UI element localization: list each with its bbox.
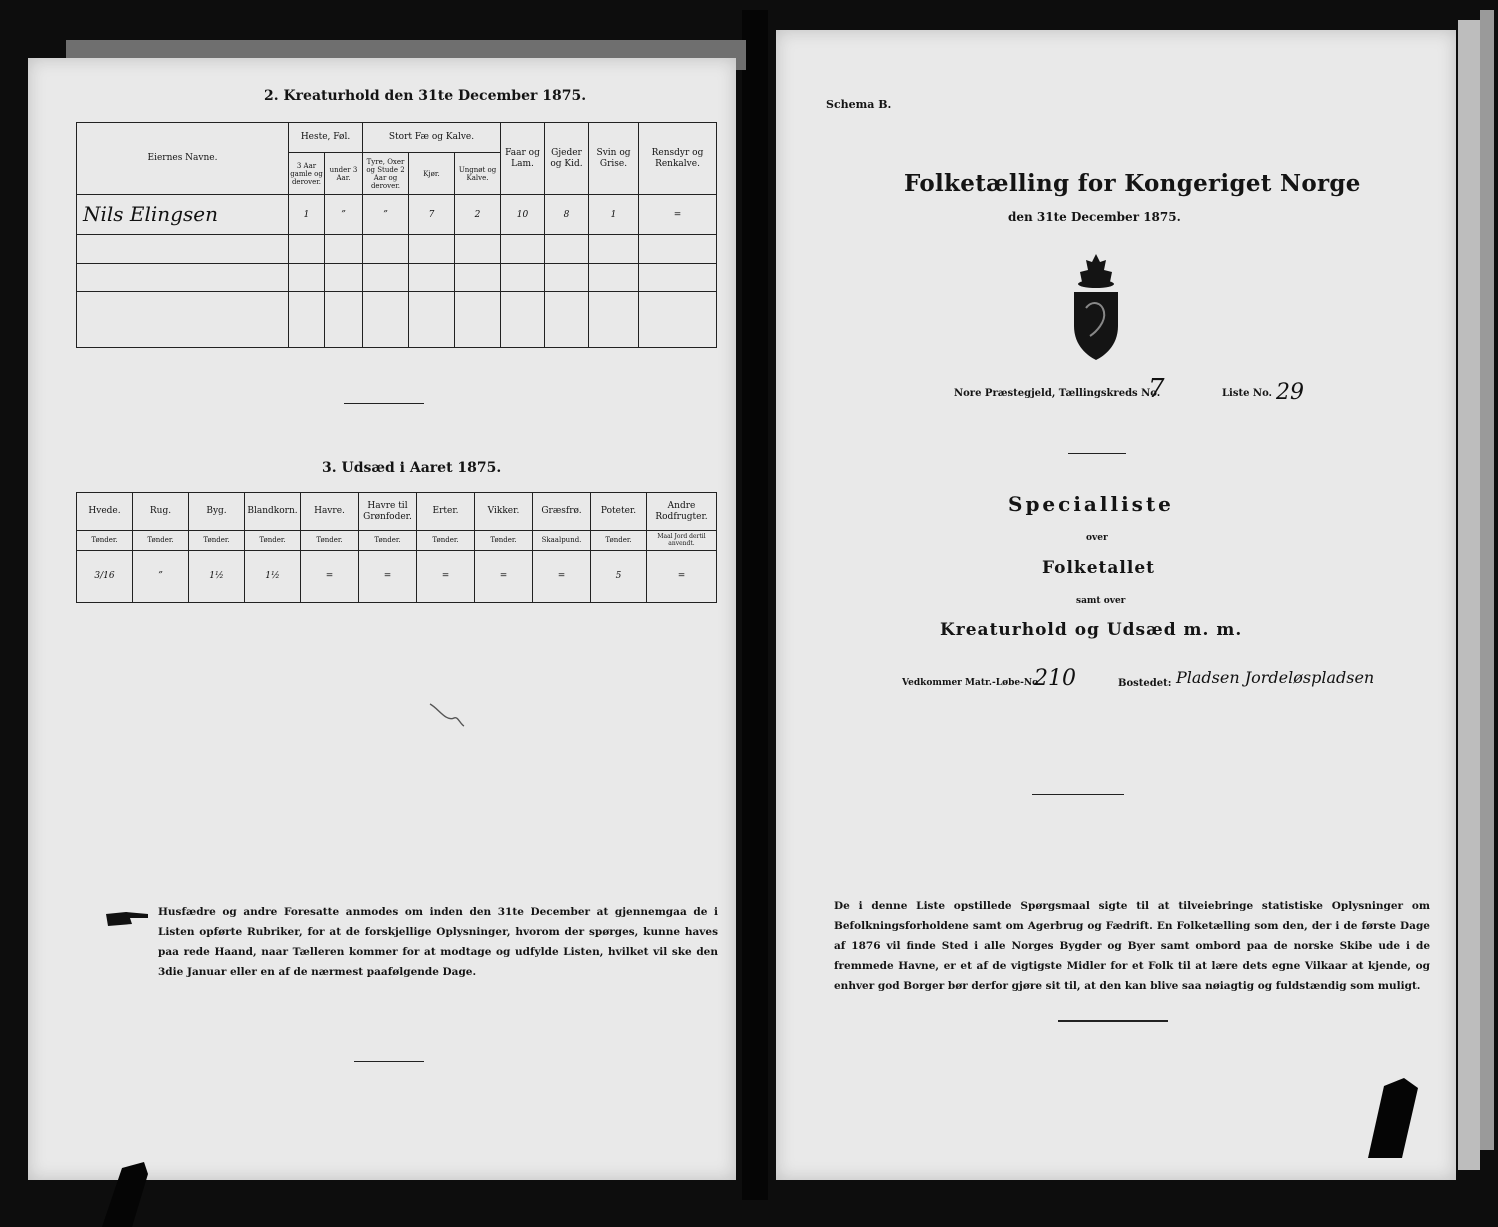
sheep-header: Faar og Lam. xyxy=(501,123,545,195)
divider xyxy=(1032,794,1124,795)
horses-header: Heste, Føl. xyxy=(289,123,363,153)
goats-header: Gjeder og Kid. xyxy=(545,123,589,195)
seed-value-4: = xyxy=(301,551,359,603)
seed-value-7: = xyxy=(475,551,533,603)
seed-unit-10: Maal Jord dertil anvendt. xyxy=(647,531,717,551)
cell-sheep: 10 xyxy=(501,195,545,235)
seed-unit-0: Tønder. xyxy=(77,531,133,551)
seed-value-3: 1½ xyxy=(245,551,301,603)
cell-horses-under3: ” xyxy=(325,195,363,235)
bosted-value: Pladsen Jordeløspladsen xyxy=(1176,668,1375,687)
seed-value-5: = xyxy=(359,551,417,603)
horses-sub-0: 3 Aar gamle og derover. xyxy=(289,153,325,195)
seed-unit-4: Tønder. xyxy=(301,531,359,551)
pencil-mark xyxy=(428,700,468,730)
owner-header: Eiernes Navne. xyxy=(77,123,289,195)
seed-header-10: Andre Rodfrugter. xyxy=(647,493,717,531)
matr-number: 210 xyxy=(1034,666,1076,691)
document-date: den 31te December 1875. xyxy=(1008,210,1181,224)
cell-pigs: 1 xyxy=(589,195,639,235)
seed-unit-5: Tønder. xyxy=(359,531,417,551)
seed-value-2: 1½ xyxy=(189,551,245,603)
document-title: Folketælling for Kongeriget Norge xyxy=(904,170,1361,197)
seed-header-4: Havre. xyxy=(301,493,359,531)
cell-goats: 8 xyxy=(545,195,589,235)
notice-text: Husfædre og andre Foresatte anmodes om inden den 31te December at gjennemgaa de i Listen opførte Rubriker, for at de forskjellige Oplysninger, hvorom der spørges, kunne haves paa rede Haand, naar Tælleren kommer for at modtage og udfylde Listen, hvilket vil ske den 3die Januar eller en af de nærmest paafølgende Dage. xyxy=(158,906,718,978)
seed-header-2: Byg. xyxy=(189,493,245,531)
seed-unit-6: Tønder. xyxy=(417,531,475,551)
livestock-table xyxy=(76,122,717,348)
divider xyxy=(1068,453,1126,454)
cell-calves: 2 xyxy=(455,195,501,235)
list-label: Liste No. xyxy=(1222,388,1273,399)
cattle-header: Stort Fæ og Kalve. xyxy=(363,123,501,153)
district-number: 7 xyxy=(1148,374,1165,404)
table-row xyxy=(77,235,717,263)
seed-header-8: Græsfrø. xyxy=(533,493,591,531)
cattle-sub-1: Kjør. xyxy=(409,153,455,195)
bosted-label: Bostedet: xyxy=(1118,678,1172,689)
page-stack-edge xyxy=(1480,10,1494,1150)
pointing-hand-icon xyxy=(104,906,152,930)
reindeer-header: Rensdyr og Renkalve. xyxy=(639,123,717,195)
spine-shadow xyxy=(742,10,768,1200)
seed-header-0: Hvede. xyxy=(77,493,133,531)
specialliste-heading: Specialliste xyxy=(1008,492,1174,516)
folketallet-heading: Folketallet xyxy=(1042,558,1155,578)
seed-unit-1: Tønder. xyxy=(133,531,189,551)
cell-bulls: ” xyxy=(363,195,409,235)
horses-sub-1: under 3 Aar. xyxy=(325,153,363,195)
pigs-header: Svin og Grise. xyxy=(589,123,639,195)
footer-text: De i denne Liste opstillede Spørgsmaal sigte til at tilveiebringe statistiske Oplysninger om Befolkningsforholdene samt om Agerbrug og Fædrift. En Folketælling som den, der i de første Dage af 1876 vil finde Sted i alle Norges Bygder og Byer samt ombord paa de norske Skibe ude i de fremmede Havne, er et af de vigtigste Midler for et Folk til at lære dets egne Vilkaar at kjende, og enhver god Borger bør derfor gjøre sit til, at den kan blive saa nøiagtig og fuldstændig som muligt. xyxy=(834,900,1430,992)
seed-value-9: 5 xyxy=(591,551,647,603)
matr-label: Vedkommer Matr.-Løbe-No. xyxy=(902,678,1042,688)
cell-cows: 7 xyxy=(409,195,455,235)
seed-header-1: Rug. xyxy=(133,493,189,531)
seed-value-8: = xyxy=(533,551,591,603)
seed-unit-7: Tønder. xyxy=(475,531,533,551)
parish-label: Nore Præstegjeld, Tællingskreds No. xyxy=(954,388,1161,399)
page-stack-edge xyxy=(1458,20,1480,1170)
seed-unit-2: Tønder. xyxy=(189,531,245,551)
cattle-sub-2: Ungnøt og Kalve. xyxy=(455,153,501,195)
seed-table xyxy=(76,492,717,603)
cell-reindeer: = xyxy=(639,195,717,235)
seed-unit-9: Tønder. xyxy=(591,531,647,551)
table-row xyxy=(77,291,717,347)
seed-unit-3: Tønder. xyxy=(245,531,301,551)
list-number: 29 xyxy=(1276,380,1304,405)
cattle-sub-0: Tyre, Oxer og Stude 2 Aar og derover. xyxy=(363,153,409,195)
corner-clip-icon xyxy=(92,1160,152,1227)
section2-title: 2. Kreaturhold den 31te December 1875. xyxy=(264,88,587,104)
seed-value-1: ” xyxy=(133,551,189,603)
seed-header-6: Erter. xyxy=(417,493,475,531)
seed-value-10: = xyxy=(647,551,717,603)
seed-header-3: Blandkorn. xyxy=(245,493,301,531)
left-page xyxy=(28,58,736,1180)
schema-label: Schema B. xyxy=(826,98,892,111)
seed-header-5: Havre til Grønfoder. xyxy=(359,493,417,531)
section3-title: 3. Udsæd i Aaret 1875. xyxy=(322,460,502,476)
over-label: over xyxy=(1086,533,1108,543)
table-row xyxy=(77,195,717,235)
samt-over-label: samt over xyxy=(1076,596,1126,606)
kreaturhold-heading: Kreaturhold og Udsæd m. m. xyxy=(940,620,1243,640)
seed-value-6: = xyxy=(417,551,475,603)
corner-clip-icon xyxy=(1360,1078,1424,1158)
coat-of-arms-icon xyxy=(1066,252,1126,362)
seed-header-7: Vikker. xyxy=(475,493,533,531)
divider xyxy=(354,1061,424,1062)
table-row xyxy=(77,551,717,603)
cell-horses-3plus: 1 xyxy=(289,195,325,235)
seed-unit-8: Skaalpund. xyxy=(533,531,591,551)
right-page xyxy=(776,30,1456,1180)
divider xyxy=(344,403,424,404)
seed-value-0: 3/16 xyxy=(77,551,133,603)
divider xyxy=(1058,1020,1168,1022)
seed-header-9: Poteter. xyxy=(591,493,647,531)
owner-name-cell: Nils Elingsen xyxy=(77,195,289,235)
table-row xyxy=(77,263,717,291)
